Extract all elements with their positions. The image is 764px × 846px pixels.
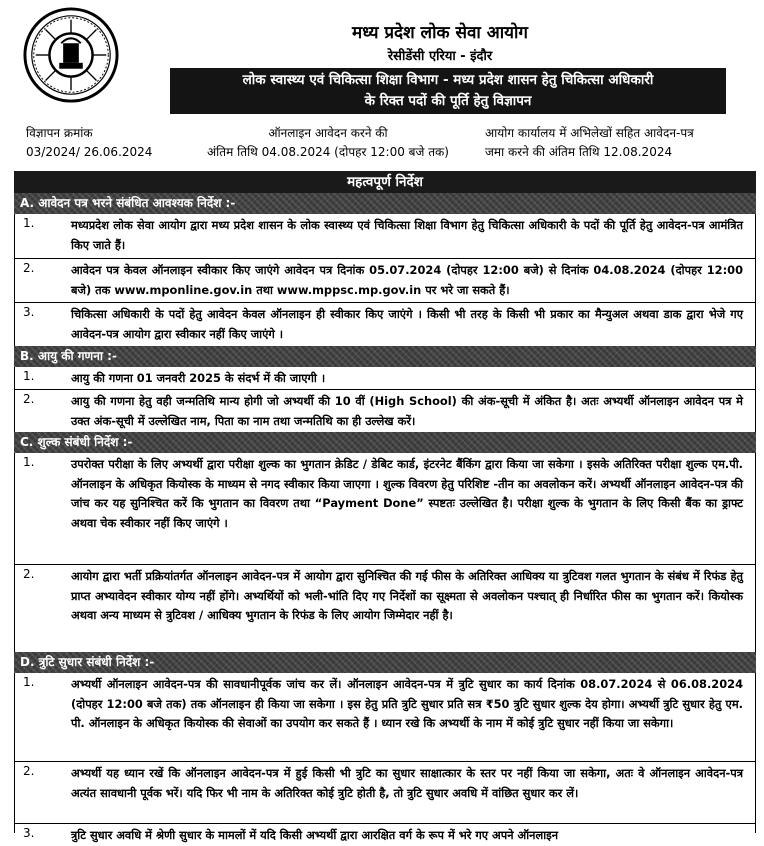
item-text: उपरोक्त परीक्षा के लिए अभ्यर्थी द्वारा परीक्षा शुल्क का भुगतान क्रेडिट / डेबिट कार्ड, इंटरनेट बैंकिंग द्वारा किया जा सकेगा । इसके अतिरिक्त परीक्षा शुल्क एम.पी. ऑनलाइन के अधिकृत कियोस्क के माध्यम से नगद स्वीकार किया जाएगा । शुल्क विवरण हेतु परिशिष्ट -तीन का अवलोकन करें। अभ्यर्थी ऑनलाइन आवेदन-पत्र की जांच कर यह सुनिश्चित करें कि भुगतान का विवरण तथा “Payment Done” स्पष्टतः उल्लेखित है। परीक्षा शुल्क के भुगतान के लिए किसी बैंक का ड्राफ्ट अथवा चेक स्वीकार नहीं किए जाएंगे । bbox=[71, 457, 743, 530]
item-number: 2. bbox=[23, 392, 35, 406]
list-item bbox=[14, 258, 756, 302]
office-label: आयोग कार्यालय में अभिलेखों सहित आवेदन-पत्र bbox=[485, 126, 694, 140]
main-heading: महत्वपूर्ण निर्देश bbox=[14, 171, 756, 193]
item-text: अभ्यर्थी ऑनलाइन आवेदन-पत्र की सावधानीपूर्वक जांच कर लें। ऑनलाइन आवेदन-पत्र में त्रुटि सुधार का कार्य दिनांक 08.07.2024 से 06.08.2024 (दोपहर 12:00 बजे तक) तक ऑनलाइन ही किया जा सकेगा । इस हेतु प्रति त्रुटि सुधार प्रति सत्र ₹50 त्रुटि सुधार शुल्क देय होगा। अभ्यर्थी त्रुटि सुधार हेतु एम. पी. ऑनलाइन के अधिकृत कियोस्क की सेवाओं का उपयोग कर सकते हैं । ध्यान रखे कि अभ्यर्थी के नाम में कोई त्रुटि सुधार नहीं किया जा सकेगा। bbox=[71, 677, 743, 730]
item-text: चिकित्सा अधिकारी के पदों हेतु आवेदन केवल ऑनलाइन ही स्वीकार किए जाएंगे । किसी भी तरह के किसी भी प्रकार का मैन्युअल अथवा डाक द्वारा भेजे गए आवेदन-पत्र आयोग द्वारा स्वीकार नहीं किए जाएंगे । bbox=[71, 307, 743, 341]
list-item bbox=[14, 564, 756, 652]
adv-label: विज्ञापन क्रमांक bbox=[26, 126, 93, 140]
item-text: अभ्यर्थी यह ध्यान रखें कि ऑनलाइन आवेदन-पत्र में हुई किसी भी त्रुटि का सुधार साक्षात्कार के स्तर पर नहीं किया जा सकेगा, अतः वे ऑनलाइन आवेदन-पत्र अत्यंत सावधानी पूर्वक भरें। यदि फिर भी नाम के अतिरिक्त कोई त्रुटि होती है, तो त्रुटि सुधार अवधि में वांछित सुधार कर लें। bbox=[71, 766, 743, 800]
org-name: मध्य प्रदेश लोक सेवा आयोग bbox=[352, 23, 528, 43]
office-value: जमा करने की अंतिम तिथि 12.08.2024 bbox=[485, 145, 673, 159]
item-text: आयोग द्वारा भर्ती प्रक्रियांतर्गत ऑनलाइन आवेदन-पत्र में आयोग द्वारा सुनिश्चित की गई फीस के अतिरिक्त आधिक्य या त्रुटिवश गलत भुगतान के संबंध में रिफंड हेतु प्राप्त अभ्यावेदन स्वीकार योग्य नहीं होंगे। अभ्यर्थियों को भली-भांति दिए गए निर्देशों का सूक्ष्मता से अवलोकन पश्चात् ही निर्धारित फीस का भुगतान करें। कियोस्क अथवा अन्य माध्यम से त्रुटिवश / आधिक्य भुगतान के रिफंड के लिए आयोग जिम्मेदार नहीं है। bbox=[71, 569, 743, 622]
list-item bbox=[14, 673, 756, 761]
org-address: रेसीडेंसी एरिया - इंदौर bbox=[387, 49, 493, 64]
dept-line-2: के रिक्त पदों की पूर्ति हेतु विज्ञापन bbox=[364, 93, 532, 109]
item-text: आयु की गणना हेतु वही जन्मतिथि मान्य होगी जो अभ्यर्थी की 10 वीं (High School) की अंक-सूची में अंकित है। अतः अभ्यर्थी ऑनलाइन आवेदन पत्र मे उक्त अंक-सूची में उल्लेखित नाम, पिता का नाम तथा जन्मतिथि का ही उल्लेख करें। bbox=[71, 394, 743, 428]
item-number: 2. bbox=[23, 261, 35, 275]
item-text: आयु की गणना 01 जनवरी 2025 के संदर्भ में की जाएगी । bbox=[71, 371, 326, 385]
list-item bbox=[14, 389, 756, 432]
dept-line-1: लोक स्वास्थ्य एवं चिकित्सा शिक्षा विभाग - मध्य प्रदेश शासन हेतु चिकित्सा अधिकारी bbox=[242, 72, 654, 88]
section-c-title: C. शुल्क संबंधी निर्देश :- bbox=[14, 432, 756, 453]
list-item bbox=[14, 823, 756, 842]
list-item bbox=[14, 761, 756, 823]
item-number: 3. bbox=[23, 826, 35, 840]
item-number: 1. bbox=[23, 675, 35, 689]
item-number: 2. bbox=[23, 764, 35, 778]
item-text: आवेदन पत्र केवल ऑनलाइन स्वीकार किए जाएंगे आवेदन पत्र दिनांक 05.07.2024 (दोपहर 12:00 बजे) से दिनांक 04.08.2024 (दोपहर 12:00 बजे) तक www.mponline.gov.in तथा www.mppsc.mp.gov.in पर भरे जा सकते हैं। bbox=[71, 263, 743, 297]
list-item bbox=[14, 302, 756, 346]
section-d-title: D. त्रुटि सुधार संबंधी निर्देश :- bbox=[14, 652, 756, 673]
online-label: ऑनलाइन आवेदन करने की bbox=[268, 126, 388, 140]
department-banner bbox=[170, 68, 726, 114]
item-number: 3. bbox=[23, 305, 35, 319]
item-text: मध्यप्रदेश लोक सेवा आयोग द्वारा मध्य प्रदेश शासन के लोक स्वास्थ्य एवं चिकित्सा शिक्षा विभाग हेतु चिकित्सा अधिकारी के पदों की पूर्ति हेतु आवेदन-पत्र आमंत्रित किए जाते हैं। bbox=[71, 218, 743, 252]
section-a-title: A. आवेदन पत्र भरने संबंधित आवश्यक निर्देश :- bbox=[14, 193, 756, 214]
advertisement-number-block bbox=[26, 124, 176, 162]
online-value: अंतिम तिथि 04.08.2024 (दोपहर 12:00 बजे तक) bbox=[207, 145, 449, 159]
item-number: 1. bbox=[23, 455, 35, 469]
item-text: त्रुटि सुधार अवधि में श्रेणी सुधार के मामलों में यदि किसी अभ्यर्थी द्वारा आरक्षित वर्ग के रूप में भरे गए अपने ऑनलाइन bbox=[71, 828, 559, 842]
item-number: 2. bbox=[23, 567, 35, 581]
item-number: 1. bbox=[23, 216, 35, 230]
office-deadline-block bbox=[485, 124, 745, 162]
list-item bbox=[14, 453, 756, 564]
mppsc-seal-emblem bbox=[22, 6, 120, 104]
list-item bbox=[14, 367, 756, 389]
adv-value: 03/2024/ 26.06.2024 bbox=[26, 145, 153, 159]
item-number: 1. bbox=[23, 369, 35, 383]
section-b-title: B. आयु की गणना :- bbox=[14, 346, 756, 367]
online-deadline-block bbox=[198, 124, 458, 162]
list-item bbox=[14, 214, 756, 258]
